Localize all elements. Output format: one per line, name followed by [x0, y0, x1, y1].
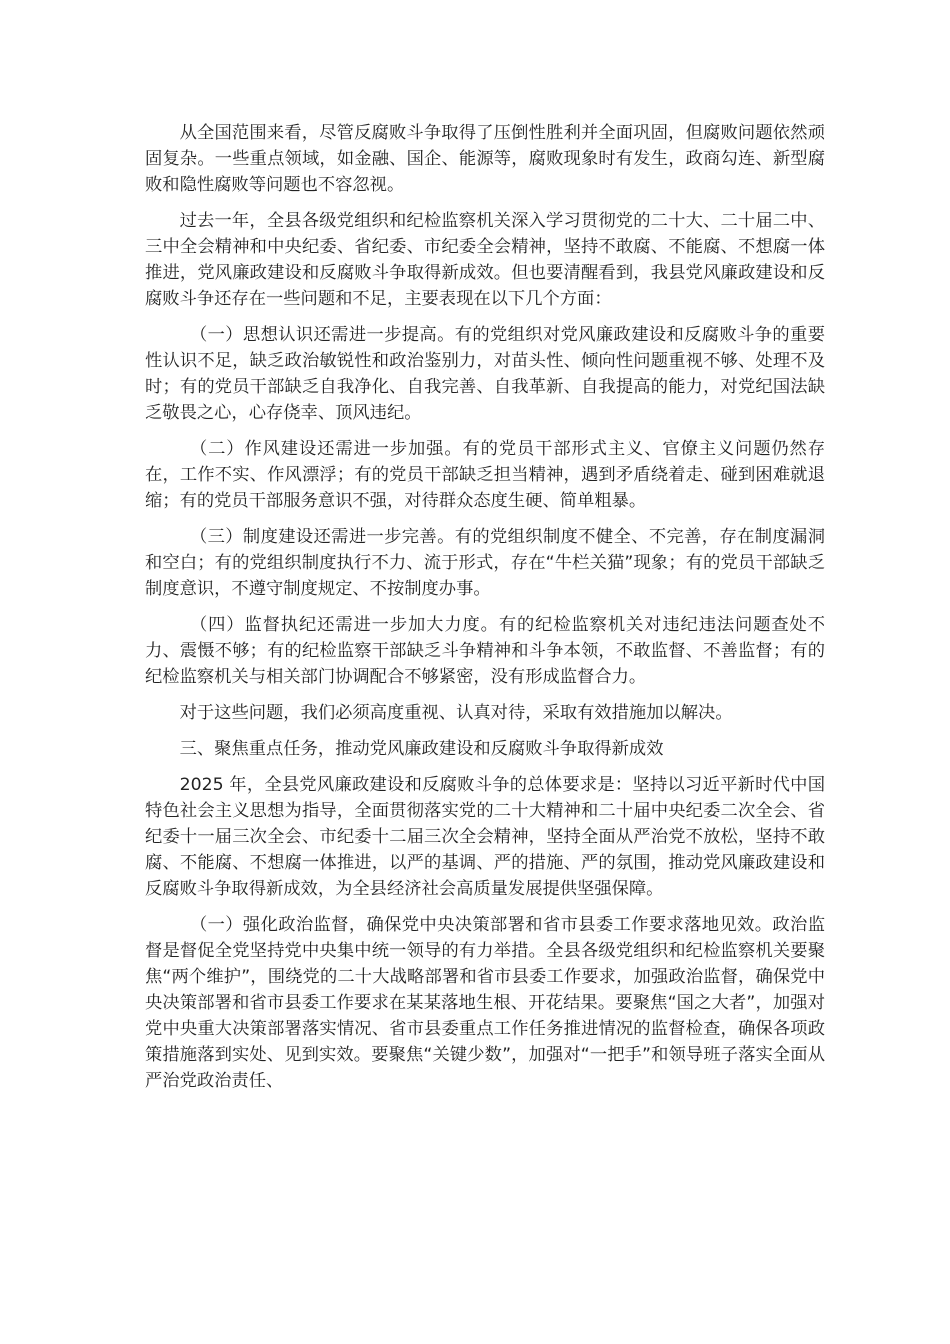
paragraph-past-year-review: 过去一年，全县各级党组织和纪检监察机关深入学习贯彻党的二十大、二十届二中、三中全会精神和中央纪委、省纪委、市纪委全会精神，坚持不敢腐、不能腐、不想腐一体推进，党风廉政建设和反腐败斗争取得新成效。但也要清醒看到，我县党风廉政建设和反腐败斗争还存在一些问题和不足，主要表现在以下几个方面： — [145, 211, 825, 309]
paragraph-national-corruption-situation: 从全国范围来看，尽管反腐败斗争取得了压倒性胜利并全面巩固，但腐败问题依然顽固复杂。一些重点领域，如金融、国企、能源等，腐败现象时有发生，政商勾连、新型腐败和隐性腐败等问题也不容忽视。 — [145, 123, 825, 195]
paragraph-problem-conclusion: 对于这些问题，我们必须高度重视、认真对待，采取有效措施加以解决。 — [179, 703, 733, 723]
section-heading-three: 三、聚焦重点任务，推动党风廉政建设和反腐败斗争取得新成效 — [179, 739, 664, 759]
paragraph-problem-2-work-style: （二）作风建设还需进一步加强。有的党员干部形式主义、官僚主义问题仍然存在，工作不实、作风漂浮；有的党员干部缺乏担当精神，遇到矛盾绕着走、碰到困难就退缩；有的党员干部服务意识不强，对待群众态度生硬、简单粗暴。 — [145, 439, 825, 511]
document-page — [145, 120, 825, 1104]
paragraph-problem-1-ideology: （一）思想认识还需进一步提高。有的党组织对党风廉政建设和反腐败斗争的重要性认识不足，缺乏政治敏锐性和政治鉴别力，对苗头性、倾向性问题重视不够、处理不及时；有的党员干部缺乏自我净化、自我完善、自我革新、自我提高的能力，对党纪国法缺乏敬畏之心，心存侥幸、顶风违纪。 — [145, 325, 825, 423]
paragraph-problem-3-institutions: （三）制度建设还需进一步完善。有的党组织制度不健全、不完善，存在制度漏洞和空白；有的党组织制度执行不力、流于形式，存在“牛栏关猫”现象；有的党员干部缺乏制度意识，不遵守制度规定、不按制度办事。 — [145, 527, 825, 599]
paragraph-2025-requirements: 2025 年，全县党风廉政建设和反腐败斗争的总体要求是：坚持以习近平新时代中国特色社会主义思想为指导，全面贯彻落实党的二十大精神和二十届中央纪委二次全会、省纪委十一届三次全会、市纪委十二届三次全会精神，坚持全面从严治党不放松，坚持不敢腐、不能腐、不想腐一体推进，以严的基调、严的措施、严的氛围，推动党风廉政建设和反腐败斗争取得新成效，为全县经济社会高质量发展提供坚强保障。 — [145, 775, 825, 899]
paragraph-problem-4-supervision: （四）监督执纪还需进一步加大力度。有的纪检监察机关对违纪违法问题查处不力、震慑不够；有的纪检监察干部缺乏斗争精神和斗争本领，不敢监督、不善监督；有的纪检监察机关与相关部门协调配合不够紧密，没有形成监督合力。 — [145, 615, 825, 687]
paragraph-task-1-political-supervision: （一）强化政治监督，确保党中央决策部署和省市县委工作要求落地见效。政治监督是督促全党坚持党中央集中统一领导的有力举措。全县各级党组织和纪检监察机关要聚焦“两个维护”，围绕党的二十大战略部署和省市县委工作要求，加强政治监督，确保党中央决策部署和省市县委工作要求在某某落地生根、开花结果。要聚焦“国之大者”，加强对党中央重大决策部署落实情况、省市县委重点工作任务推进情况的监督检查，确保各项政策措施落到实处、见到实效。要聚焦“关键少数”，加强对“一把手”和领导班子落实全面从严治党政治责任、 — [145, 915, 825, 1091]
